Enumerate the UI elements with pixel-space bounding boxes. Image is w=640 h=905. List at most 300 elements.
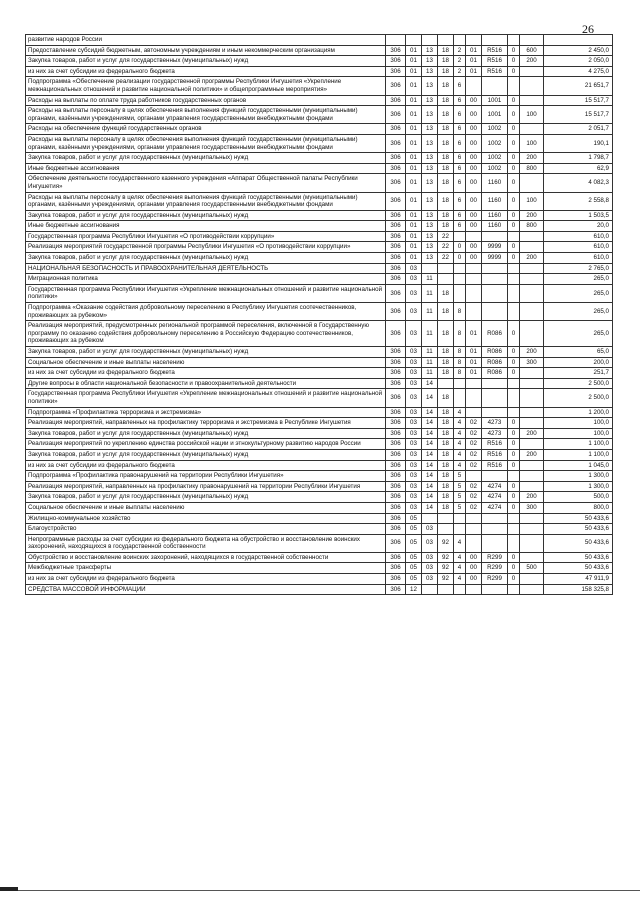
cell-subprogram: 6	[454, 124, 466, 135]
cell-subsection: 13	[422, 163, 438, 174]
cell-ministry: 306	[386, 481, 406, 492]
cell-expense-type	[520, 263, 544, 274]
cell-sub-direction: 0	[508, 221, 520, 232]
cell-event: 00	[466, 163, 482, 174]
cell-direction: 1002	[482, 124, 508, 135]
cell-expense-type: 200	[520, 449, 544, 460]
cell-subsection	[422, 35, 438, 46]
table-row	[26, 552, 613, 563]
cell-event	[466, 77, 482, 95]
cell-subsection: 11	[422, 321, 438, 347]
cell-section: 03	[406, 357, 422, 368]
cell-event: 00	[466, 552, 482, 563]
cell-sub-direction: 0	[508, 574, 520, 585]
cell-direction: R299	[482, 563, 508, 574]
table-row	[26, 45, 613, 56]
cell-ministry: 306	[386, 231, 406, 242]
cell-ministry	[386, 35, 406, 46]
table-row	[26, 574, 613, 585]
cell-subsection: 11	[422, 368, 438, 379]
row-description: Расходы на выплаты персоналу в целях обеспечения выполнения функций государственными (муниципальными) органами, казёнными учреждениями, органами управления государственными внебюджетными фондами	[26, 134, 386, 152]
row-description: Расходы на обеспечение функций государственных органов	[26, 124, 386, 135]
cell-sub-direction: 0	[508, 106, 520, 124]
cell-subprogram	[454, 284, 466, 302]
cell-subsection: 13	[422, 210, 438, 221]
cell-sub-direction: 0	[508, 45, 520, 56]
cell-subprogram: 4	[454, 418, 466, 429]
cell-program: 92	[438, 552, 454, 563]
cell-expense-type: 200	[520, 428, 544, 439]
cell-amount: 1 300,0	[544, 471, 613, 482]
cell-sub-direction	[508, 471, 520, 482]
cell-program	[438, 378, 454, 389]
cell-subprogram: 6	[454, 106, 466, 124]
cell-direction	[482, 231, 508, 242]
cell-event: 02	[466, 428, 482, 439]
cell-section: 03	[406, 303, 422, 321]
cell-program: 22	[438, 242, 454, 253]
table-row	[26, 534, 613, 552]
cell-program: 18	[438, 174, 454, 192]
cell-program: 92	[438, 563, 454, 574]
cell-amount: 610,0	[544, 253, 613, 264]
cell-expense-type	[520, 174, 544, 192]
cell-subprogram: 6	[454, 210, 466, 221]
cell-direction	[482, 534, 508, 552]
cell-expense-type: 100	[520, 192, 544, 210]
cell-program: 18	[438, 134, 454, 152]
cell-ministry: 306	[386, 253, 406, 264]
cell-direction: R086	[482, 357, 508, 368]
table-row	[26, 210, 613, 221]
cell-event: 00	[466, 134, 482, 152]
cell-program	[438, 513, 454, 524]
cell-section: 03	[406, 502, 422, 513]
cell-program: 18	[438, 77, 454, 95]
cell-event: 01	[466, 347, 482, 358]
cell-sub-direction	[508, 378, 520, 389]
cell-direction: 4273	[482, 428, 508, 439]
cell-section: 03	[406, 321, 422, 347]
cell-direction	[482, 284, 508, 302]
row-description: Подпрограмма «Профилактика терроризма и экстремизма»	[26, 407, 386, 418]
cell-expense-type	[520, 95, 544, 106]
cell-amount: 610,0	[544, 231, 613, 242]
row-description: Подпрограмма «Обеспечение реализации государственной программы Республики Ингушетия «Укрепление межнациональных отношений и развитие национальной политики» и общепрограммные мероприятия»	[26, 77, 386, 95]
cell-section: 03	[406, 274, 422, 285]
row-description: Подпрограмма «Профилактика правонарушений на территории Республики Ингушетия»	[26, 471, 386, 482]
cell-subprogram: 4	[454, 407, 466, 418]
cell-section: 03	[406, 389, 422, 407]
cell-amount: 15 517,7	[544, 106, 613, 124]
cell-section: 01	[406, 242, 422, 253]
table-row	[26, 524, 613, 535]
cell-direction: R086	[482, 368, 508, 379]
cell-subprogram: 4	[454, 563, 466, 574]
row-description: Предоставление субсидий бюджетным, автономным учреждениям и иным некоммерческим организациям	[26, 45, 386, 56]
cell-event: 00	[466, 192, 482, 210]
cell-subsection: 13	[422, 134, 438, 152]
cell-section: 03	[406, 418, 422, 429]
cell-event	[466, 584, 482, 595]
table-row	[26, 460, 613, 471]
cell-event	[466, 407, 482, 418]
cell-amount: 1 798,7	[544, 153, 613, 164]
cell-subprogram: 4	[454, 439, 466, 450]
cell-section: 03	[406, 439, 422, 450]
cell-event: 01	[466, 321, 482, 347]
cell-expense-type: 100	[520, 134, 544, 152]
cell-amount: 158 325,8	[544, 584, 613, 595]
cell-ministry: 306	[386, 449, 406, 460]
cell-direction: R516	[482, 460, 508, 471]
row-description: Социальное обеспечение и иные выплаты населению	[26, 502, 386, 513]
cell-section: 01	[406, 231, 422, 242]
cell-sub-direction: 0	[508, 253, 520, 264]
cell-direction: 9999	[482, 253, 508, 264]
cell-sub-direction	[508, 231, 520, 242]
table-row	[26, 428, 613, 439]
cell-amount: 50 433,6	[544, 524, 613, 535]
cell-section: 01	[406, 124, 422, 135]
cell-event: 02	[466, 502, 482, 513]
cell-direction: R516	[482, 66, 508, 77]
cell-section: 05	[406, 524, 422, 535]
row-description: Государственная программа Республики Ингушетия «О противодействии коррупции»	[26, 231, 386, 242]
cell-amount: 50 433,6	[544, 513, 613, 524]
cell-amount: 200,0	[544, 357, 613, 368]
cell-section: 03	[406, 471, 422, 482]
cell-amount: 65,0	[544, 347, 613, 358]
cell-direction	[482, 407, 508, 418]
cell-amount: 2 500,0	[544, 389, 613, 407]
cell-sub-direction	[508, 284, 520, 302]
table-row	[26, 56, 613, 67]
cell-event	[466, 303, 482, 321]
cell-section: 03	[406, 347, 422, 358]
cell-amount: 251,7	[544, 368, 613, 379]
row-description: Обустройство и восстановление воинских захоронений, находящихся в государственной собственности	[26, 552, 386, 563]
cell-ministry: 306	[386, 357, 406, 368]
cell-program: 18	[438, 284, 454, 302]
cell-subprogram	[454, 513, 466, 524]
cell-program: 18	[438, 347, 454, 358]
table-row	[26, 221, 613, 232]
cell-ministry: 306	[386, 534, 406, 552]
cell-ministry: 306	[386, 303, 406, 321]
cell-ministry: 306	[386, 378, 406, 389]
cell-subsection: 14	[422, 428, 438, 439]
cell-ministry: 306	[386, 347, 406, 358]
cell-expense-type	[520, 35, 544, 46]
cell-program: 18	[438, 481, 454, 492]
cell-subprogram: 2	[454, 45, 466, 56]
cell-sub-direction: 0	[508, 449, 520, 460]
cell-amount: 2 450,0	[544, 45, 613, 56]
cell-program: 18	[438, 389, 454, 407]
cell-subprogram: 4	[454, 574, 466, 585]
cell-subprogram: 6	[454, 221, 466, 232]
cell-subprogram: 0	[454, 242, 466, 253]
cell-program: 18	[438, 163, 454, 174]
cell-section: 03	[406, 378, 422, 389]
cell-program: 18	[438, 449, 454, 460]
cell-direction: 4274	[482, 481, 508, 492]
cell-program: 18	[438, 221, 454, 232]
cell-event: 02	[466, 481, 482, 492]
cell-ministry: 306	[386, 56, 406, 67]
cell-direction: R086	[482, 347, 508, 358]
cell-direction: R516	[482, 45, 508, 56]
cell-program: 18	[438, 502, 454, 513]
cell-sub-direction: 0	[508, 242, 520, 253]
cell-direction	[482, 524, 508, 535]
cell-subprogram: 4	[454, 449, 466, 460]
cell-subprogram: 5	[454, 481, 466, 492]
cell-program: 22	[438, 253, 454, 264]
table-row	[26, 263, 613, 274]
budget-table	[25, 34, 613, 595]
cell-event: 00	[466, 563, 482, 574]
cell-amount: 4 275,0	[544, 66, 613, 77]
cell-sub-direction	[508, 524, 520, 535]
cell-expense-type	[520, 284, 544, 302]
cell-ministry: 306	[386, 552, 406, 563]
cell-sub-direction	[508, 303, 520, 321]
cell-subsection: 14	[422, 407, 438, 418]
cell-event	[466, 231, 482, 242]
cell-subsection: 13	[422, 192, 438, 210]
cell-sub-direction	[508, 274, 520, 285]
cell-expense-type	[520, 552, 544, 563]
cell-subsection: 11	[422, 347, 438, 358]
table-row	[26, 471, 613, 482]
cell-section: 03	[406, 263, 422, 274]
cell-direction: R299	[482, 574, 508, 585]
cell-event: 00	[466, 106, 482, 124]
cell-sub-direction: 0	[508, 418, 520, 429]
cell-subprogram: 5	[454, 471, 466, 482]
cell-sub-direction: 0	[508, 134, 520, 152]
cell-direction: 1002	[482, 134, 508, 152]
cell-event: 02	[466, 492, 482, 503]
cell-subprogram: 6	[454, 95, 466, 106]
cell-amount: 1 100,0	[544, 439, 613, 450]
cell-sub-direction: 0	[508, 492, 520, 503]
cell-program	[438, 274, 454, 285]
cell-subsection: 14	[422, 471, 438, 482]
cell-amount: 1 200,0	[544, 407, 613, 418]
table-row	[26, 35, 613, 46]
cell-sub-direction: 0	[508, 439, 520, 450]
cell-subsection: 14	[422, 389, 438, 407]
cell-sub-direction	[508, 584, 520, 595]
cell-direction: R516	[482, 56, 508, 67]
row-description: из них за счет субсидии из федерального бюджета	[26, 574, 386, 585]
cell-sub-direction: 0	[508, 460, 520, 471]
cell-event: 00	[466, 574, 482, 585]
cell-section: 03	[406, 428, 422, 439]
row-description: Реализация мероприятий, направленных на профилактику правонарушений на территории Республики Ингушетия	[26, 481, 386, 492]
cell-subsection: 14	[422, 378, 438, 389]
cell-subprogram: 4	[454, 552, 466, 563]
cell-subprogram: 6	[454, 153, 466, 164]
cell-direction	[482, 513, 508, 524]
cell-expense-type: 800	[520, 163, 544, 174]
cell-subsection: 14	[422, 460, 438, 471]
cell-expense-type: 200	[520, 210, 544, 221]
cell-direction: 4274	[482, 502, 508, 513]
row-description: Закупка товаров, работ и услуг для государственных (муниципальных) нужд	[26, 492, 386, 503]
cell-sub-direction: 0	[508, 368, 520, 379]
cell-section: 01	[406, 221, 422, 232]
cell-subprogram: 2	[454, 56, 466, 67]
row-description: Другие вопросы в области национальной безопасности и правоохранительной деятельности	[26, 378, 386, 389]
cell-expense-type	[520, 471, 544, 482]
cell-subsection	[422, 584, 438, 595]
cell-section: 03	[406, 481, 422, 492]
cell-program: 18	[438, 471, 454, 482]
cell-subprogram	[454, 35, 466, 46]
cell-expense-type	[520, 574, 544, 585]
cell-direction	[482, 263, 508, 274]
cell-subprogram: 8	[454, 347, 466, 358]
cell-subsection: 14	[422, 449, 438, 460]
cell-subprogram: 6	[454, 174, 466, 192]
cell-ministry: 306	[386, 174, 406, 192]
cell-subsection	[422, 263, 438, 274]
cell-subsection: 11	[422, 274, 438, 285]
cell-ministry: 306	[386, 134, 406, 152]
table-row	[26, 502, 613, 513]
table-row	[26, 407, 613, 418]
cell-sub-direction: 0	[508, 210, 520, 221]
cell-subsection: 13	[422, 124, 438, 135]
cell-event: 01	[466, 66, 482, 77]
cell-subsection: 13	[422, 95, 438, 106]
cell-event: 00	[466, 95, 482, 106]
cell-sub-direction	[508, 534, 520, 552]
table-row	[26, 584, 613, 595]
row-description: из них за счет субсидии из федерального бюджета	[26, 66, 386, 77]
cell-expense-type	[520, 124, 544, 135]
cell-section: 03	[406, 460, 422, 471]
cell-section: 03	[406, 407, 422, 418]
row-description: Закупка товаров, работ и услуг для государственных (муниципальных) нужд	[26, 210, 386, 221]
cell-sub-direction: 0	[508, 321, 520, 347]
row-description: Реализация мероприятий, предусмотренных региональной программой переселения, включенной в Государственную программу по оказанию содействия добровольному переселению в Российскую Федерацию соотечественников, проживающих за рубежом	[26, 321, 386, 347]
cell-event	[466, 35, 482, 46]
cell-expense-type: 300	[520, 502, 544, 513]
cell-program: 22	[438, 231, 454, 242]
cell-sub-direction	[508, 77, 520, 95]
cell-event	[466, 284, 482, 302]
cell-direction: 1160	[482, 174, 508, 192]
cell-ministry: 306	[386, 45, 406, 56]
cell-sub-direction: 0	[508, 563, 520, 574]
footer-mark	[0, 887, 18, 891]
row-description: НАЦИОНАЛЬНАЯ БЕЗОПАСНОСТЬ И ПРАВООХРАНИТЕЛЬНАЯ ДЕЯТЕЛЬНОСТЬ	[26, 263, 386, 274]
cell-amount: 100,0	[544, 418, 613, 429]
cell-sub-direction	[508, 263, 520, 274]
cell-program: 18	[438, 192, 454, 210]
table-row	[26, 153, 613, 164]
cell-program: 18	[438, 418, 454, 429]
cell-amount: 2 500,0	[544, 378, 613, 389]
table-row	[26, 66, 613, 77]
cell-ministry: 306	[386, 574, 406, 585]
cell-subsection: 03	[422, 563, 438, 574]
row-description: Расходы на выплаты по оплате труда работников государственных органов	[26, 95, 386, 106]
row-description: Межбюджетные трансферты	[26, 563, 386, 574]
cell-direction: 1160	[482, 221, 508, 232]
cell-direction: 4274	[482, 492, 508, 503]
cell-ministry: 306	[386, 263, 406, 274]
cell-program: 18	[438, 66, 454, 77]
cell-amount: 190,1	[544, 134, 613, 152]
table-row	[26, 95, 613, 106]
row-description: Жилищно-коммунальное хозяйство	[26, 513, 386, 524]
cell-direction: R516	[482, 449, 508, 460]
cell-amount: 265,0	[544, 284, 613, 302]
cell-subprogram: 8	[454, 321, 466, 347]
cell-subsection	[422, 513, 438, 524]
row-description: Закупка товаров, работ и услуг для государственных (муниципальных) нужд	[26, 153, 386, 164]
cell-amount: 2 765,0	[544, 263, 613, 274]
cell-program	[438, 584, 454, 595]
table-row	[26, 77, 613, 95]
cell-event	[466, 524, 482, 535]
cell-direction	[482, 389, 508, 407]
cell-section: 03	[406, 449, 422, 460]
cell-expense-type	[520, 584, 544, 595]
cell-subsection: 13	[422, 174, 438, 192]
table-row	[26, 481, 613, 492]
row-description: Государственная программа Республики Ингушетия «Укрепление межнациональных отношений и развитие национальной политики»	[26, 389, 386, 407]
cell-ministry: 306	[386, 502, 406, 513]
cell-expense-type	[520, 389, 544, 407]
cell-event	[466, 274, 482, 285]
table-row	[26, 192, 613, 210]
cell-ministry: 306	[386, 106, 406, 124]
cell-expense-type	[520, 231, 544, 242]
cell-program: 18	[438, 439, 454, 450]
cell-section: 05	[406, 513, 422, 524]
row-description: Расходы на выплаты персоналу в целях обеспечения выполнения функций государственными (муниципальными) органами, казёнными учреждениями, органами управления государственными внебюджетными фондами	[26, 106, 386, 124]
cell-ministry: 306	[386, 428, 406, 439]
cell-sub-direction: 0	[508, 56, 520, 67]
cell-subsection: 11	[422, 357, 438, 368]
cell-amount: 47 911,9	[544, 574, 613, 585]
cell-subprogram: 0	[454, 253, 466, 264]
cell-event: 02	[466, 449, 482, 460]
cell-program	[438, 263, 454, 274]
cell-direction	[482, 471, 508, 482]
table-row	[26, 274, 613, 285]
cell-section: 03	[406, 284, 422, 302]
cell-event: 02	[466, 460, 482, 471]
cell-sub-direction: 0	[508, 163, 520, 174]
table-row	[26, 347, 613, 358]
table-row	[26, 492, 613, 503]
cell-program: 18	[438, 321, 454, 347]
cell-program	[438, 524, 454, 535]
cell-section: 01	[406, 174, 422, 192]
cell-expense-type: 300	[520, 357, 544, 368]
cell-sub-direction: 0	[508, 347, 520, 358]
cell-expense-type	[520, 274, 544, 285]
cell-amount: 20,0	[544, 221, 613, 232]
